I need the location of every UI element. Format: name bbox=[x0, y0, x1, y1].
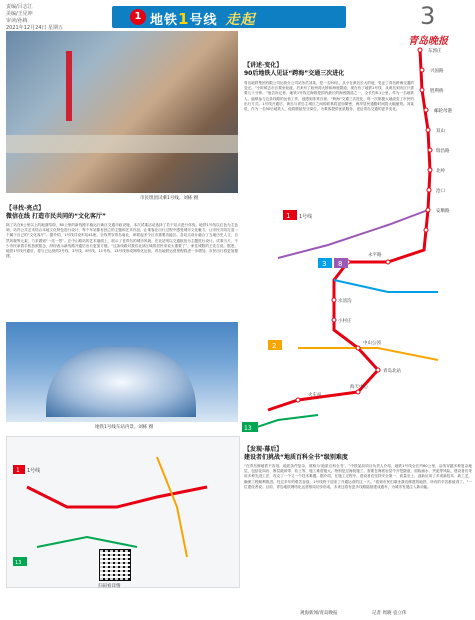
title-slogan: 走起 bbox=[225, 12, 256, 28]
bottom-line-13-route bbox=[37, 537, 137, 547]
station-label: 北岭 bbox=[436, 169, 445, 174]
editor-line: 责编/吕志江 bbox=[6, 4, 33, 10]
station-dot bbox=[428, 168, 432, 172]
line-13-legend-number: 13 bbox=[244, 425, 252, 432]
station-dot bbox=[426, 208, 430, 212]
station-dot bbox=[424, 228, 428, 232]
bottom-line-13-number: 13 bbox=[15, 560, 22, 566]
line-1-badge: 1 bbox=[130, 9, 146, 25]
bottom-line-1-route bbox=[27, 487, 207, 507]
header-meta bbox=[6, 4, 63, 32]
station-label: 永平路 bbox=[368, 253, 382, 258]
qr-code-overlay bbox=[100, 550, 130, 580]
article1-body: 除了站在6公里以上的地面结构，80公里的新线路平稳运行新区交通市政设施，本次试乘活动选择了若干站点进行体验。地铁1号线以红色为主色调，站内公共艺术结合本地文化特色进行设计，每个车站都有独立的主题和艺术作品，让乘客在出行过程中感受城市文化魅力，让市民共同打造一个属于自己的“文化客厅”。据介绍，1号线共设车站41座，全线贯穿青岛南北，串联起多个区市重要功能区。各站点设计融合了当地历史人文、自然风貌等元素，力求做到“一站一景”。在中山路站的艺术墙面上，展示了老青岛的城市风貌；在北站则以交通枢纽为主题进行设计。试乘当天，不少市民拿着手机拍照留念，纷纷表示新线路开通后出行更加方便。“这条线路对我们北部区域的居民来说太重要了”，家住城阳的王先生说。据悉，地铁1号线开通后，将与已运营的2号线、3号线、8号线、11号线、13号线形成网络化运营，青岛地铁运营里程将进一步增加，市民出行将更加便捷。 bbox=[6, 223, 238, 259]
paper-logo: 青岛晚报 bbox=[408, 36, 448, 47]
line-1-legend bbox=[283, 210, 312, 220]
line-13-legend bbox=[242, 422, 258, 432]
line-3-legend bbox=[318, 258, 332, 268]
station-label: 双山 bbox=[436, 129, 445, 134]
title-suffix: 号线 bbox=[189, 13, 218, 28]
station-dot bbox=[420, 88, 424, 92]
station-label: 胜利桥 bbox=[430, 89, 444, 94]
photo2-caption: 地铁1号线车站内景。刘栋 摄 bbox=[95, 425, 154, 430]
article1-header bbox=[6, 205, 238, 221]
article3-body: “在青岛修地铁不容易，地质条件复杂，被称为‘地质百科全书’。”中铁某局项目负责人介绍，地铁1号线全长约60公里，沿线穿越多种复杂地层，包括花岗岩、断层破碎带、软土等，施工难度极大。特别是过海段施工，需要在海底岩层中开挖隧道，面临涌水、突泥等风险。建设者们采用多种先进工法，攻克了一个又一个技术难题。据介绍，在施工过程中，建设者们坚持安全第一、质量至上，创新应用了多项新技术、新工艺，确保工程顺利推进。经过多年的艰苦奋战，1号线终于迎来了开通运营的这一天。“看到市民们乘坐我们修建的地铁，所有的辛苦都值得了。”一位建设者说。目前，青岛地铁网络化运营格局初步形成，未来还将有更多线路陆续建成通车，为城市发展注入新动能。 bbox=[244, 464, 472, 489]
article1-tag: 【寻找·亮点】 bbox=[6, 205, 45, 212]
station-dot bbox=[426, 128, 430, 132]
bottom-line-1-name: 1号线 bbox=[27, 468, 41, 474]
station-dot bbox=[424, 108, 428, 112]
line-3-route bbox=[334, 280, 438, 292]
page-title bbox=[150, 9, 255, 29]
designer-line: 美编/王见坤 bbox=[6, 11, 33, 17]
photo-pillar bbox=[66, 51, 72, 121]
article2-body: 青岛地铁集团有限公司运营分公司站务员刘某，是一名90后。从小在黄岛长大的他，见证了青岛跨海交通的变迁。“小时候去市区要坐轮渡，后来有了胶州湾大桥和海底隧道，现在有了地铁1号线，从黄岛到市区只需要几十分钟。”他告诉记者，地铁1号线过海段是国内最长的海底隧道之一，全长约8.1公里。作为一名地铁人，能够参与这条线路的运营工作，他感到非常自豪。“跨海”交通三次进化，每一次都极大地改变了市民的出行方式。1号线开通后，黄岛与青岛主城区之间的联系将更加紧密，两岸居民通勤时间将大幅缩短。刘某说，作为一名90后地铁人，他将继续坚守岗位，为乘客提供优质服务，见证青岛交通的更多变化。 bbox=[244, 81, 414, 112]
station-label: 小村庄 bbox=[338, 319, 352, 324]
title-prefix: 地铁 bbox=[150, 13, 179, 28]
line-1-legend-name: 1号线 bbox=[299, 214, 313, 220]
station-interior-photo bbox=[6, 322, 238, 422]
article3-headline: 建设者们挑战“地质百科全书”级别难度 bbox=[244, 454, 348, 461]
line-1-legend-number: 1 bbox=[286, 212, 291, 220]
station-dot bbox=[332, 318, 336, 322]
station-dot bbox=[356, 346, 360, 350]
station-label: 海天中心 bbox=[350, 385, 368, 390]
line-13-route bbox=[248, 415, 318, 430]
metro-line-map bbox=[238, 30, 474, 444]
station-label: 邮轮母港 bbox=[434, 109, 452, 114]
station-label: 水清沟 bbox=[338, 299, 352, 304]
station-dot bbox=[332, 298, 336, 302]
station-dot bbox=[356, 390, 360, 394]
qr-caption: 扫码看详情 bbox=[98, 584, 121, 589]
proofreader-line: 审读/孙梅 bbox=[6, 18, 28, 24]
footer-source: 观海新闻/青岛晚报 bbox=[300, 611, 338, 616]
station-label: 沧口 bbox=[436, 189, 445, 194]
photo-tunnel-vault bbox=[46, 347, 196, 417]
article2-headline: 90后地铁人见证“跨海”交通三次进化 bbox=[244, 70, 345, 77]
article3-tag: 【发现·幕后】 bbox=[244, 446, 283, 453]
station-label: 青岛北站 bbox=[383, 369, 401, 374]
page-number: 3 bbox=[420, 2, 436, 30]
footer-reporters: 记者 周晓 袁立伟 bbox=[372, 611, 407, 616]
station-dot bbox=[420, 68, 424, 72]
station-dot bbox=[418, 48, 422, 52]
station-label: 中山公园 bbox=[363, 341, 381, 346]
bottom-line-13-legend bbox=[13, 557, 27, 566]
station-dot bbox=[386, 260, 390, 264]
article1-headline: 微信在线 打造市民共同的“文化客厅” bbox=[6, 213, 106, 220]
line-2-legend bbox=[268, 340, 282, 350]
station-dot bbox=[428, 148, 432, 152]
article2-tag: 【讲述·变化】 bbox=[244, 62, 283, 69]
bottom-line-2-route bbox=[157, 457, 187, 557]
photo-platform bbox=[6, 135, 238, 153]
trial-ride-photo bbox=[6, 31, 238, 193]
title-line-number: 1 bbox=[178, 10, 190, 28]
station-dot bbox=[296, 398, 300, 402]
station-label: 瑞昌路 bbox=[436, 149, 450, 154]
station-label: 火车站 bbox=[308, 393, 322, 398]
station-label: 兴国路 bbox=[430, 69, 444, 74]
station-dot bbox=[376, 368, 380, 372]
article3-container bbox=[244, 446, 472, 616]
bottom-line-1-legend bbox=[13, 465, 40, 474]
photo1-caption: 市民组团试乘1号线。刘栋 摄 bbox=[140, 196, 199, 201]
issue-date: 2021年12月24日 星期五 bbox=[6, 25, 64, 31]
station-label: 安顺路 bbox=[436, 209, 450, 214]
line-2-legend-number: 2 bbox=[272, 342, 277, 350]
line-8-legend-number: 8 bbox=[338, 260, 343, 268]
station-dot bbox=[427, 188, 431, 192]
station-label: 东郭庄 bbox=[428, 49, 442, 54]
line-3-legend-number: 3 bbox=[322, 260, 327, 268]
bottom-line-1-number: 1 bbox=[16, 467, 20, 474]
line-8-legend bbox=[334, 258, 348, 268]
line-1-route bbox=[268, 50, 430, 410]
